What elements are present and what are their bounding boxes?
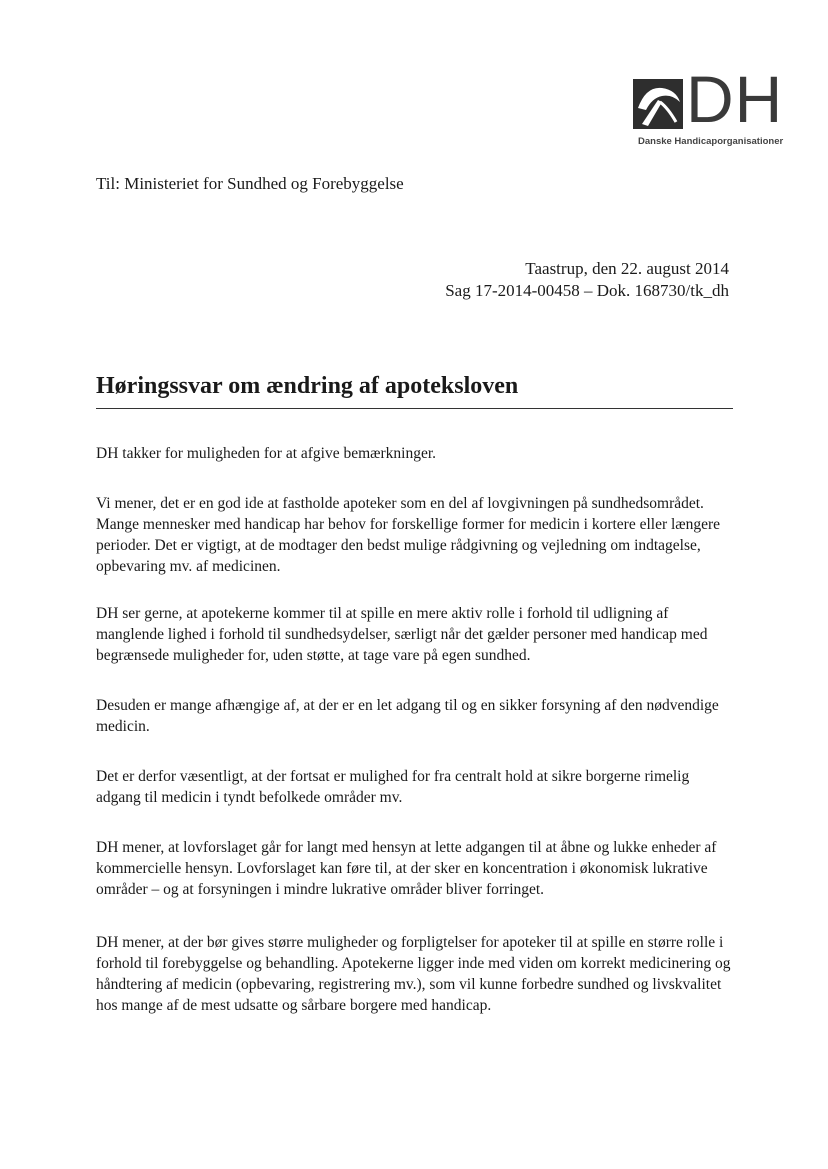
recipient-line: Til: Ministeriet for Sundhed og Forebyggelse — [96, 174, 404, 193]
paragraph: DH takker for muligheden for at afgive bemærkninger. — [96, 445, 437, 462]
paragraph: DH ser gerne, at apotekerne kommer til at spille en mere aktiv rolle i forhold til udligning af manglende lighed i forhold til sundhedsydelser, særligt når det gælder personer med handicap med begrænsede muligheder for, uden støtte, at tage vare på egen sundhed. — [96, 605, 708, 664]
paragraph: Desuden er mange afhængige af, at der er en let adgang til og en sikker forsyning af den nødvendige medicin. — [96, 697, 719, 735]
case-reference: Sag 17-2014-00458 – Dok. 168730/tk_dh — [445, 281, 729, 300]
dh-logo — [632, 62, 784, 154]
title-divider — [96, 408, 733, 409]
paragraph: Vi mener, det er en god ide at fastholde apoteker som en del af lovgivningen på sundhedsområdet. Mange mennesker med handicap har behov for forskellige former for medicin i kortere eller længere perioder. Det er vigtigt, at de modtager den bedst mulige rådgivning og vejledning om indtagelse, opbevaring mv. af medicinen. — [96, 495, 721, 575]
paragraph: Det er derfor væsentligt, at der fortsat er mulighed for fra centralt hold at sikre borgerne rimelig adgang til medicin i tyndt befolkede områder mv. — [96, 768, 690, 806]
paragraph: DH mener, at der bør gives større muligheder og forpligtelser for apoteker til at spille en større rolle i forhold til forebyggelse og behandling. Apotekerne ligger inde med viden om korrekt medicinering og håndtering af medicin (opbevaring, registrering mv.), som vil kunne forbedre sundhed og livskvalitet hos mange af de mest udsatte og sårbare borgere med handicap. — [96, 934, 731, 1014]
dh-logo-mark-icon — [632, 78, 684, 130]
page-title: Høringssvar om ændring af apoteksloven — [96, 373, 519, 399]
logo-subtitle: Danske Handicaporganisationer — [638, 136, 784, 147]
logo-text: DH — [686, 62, 784, 136]
paragraph: DH mener, at lovforslaget går for langt med hensyn at lette adgangen til at åbne og lukke enheder af kommercielle hensyn. Lovforslaget kan føre til, at der sker en koncentration i økonomisk lukrative områder – og at forsyningen i mindre lukrative områder bliver forringet. — [96, 839, 717, 898]
place-date: Taastrup, den 22. august 2014 — [525, 259, 729, 278]
letter-meta — [445, 258, 729, 302]
